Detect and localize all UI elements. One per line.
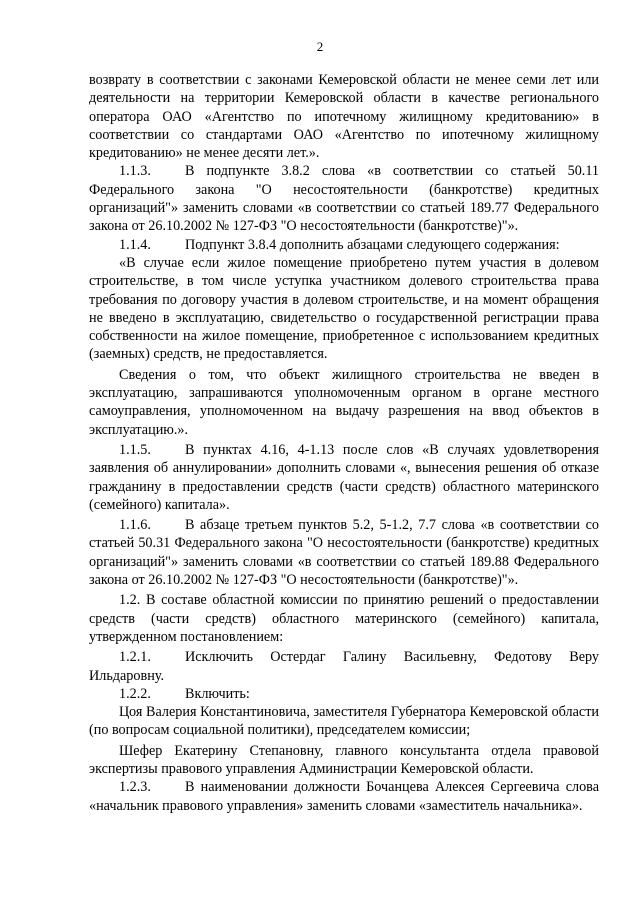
paragraph-text: В наименовании должности Бочанцева Алексея Сергеевича слова «начальник правового управления» заменить словами «заместитель начальника». [89,779,599,814]
paragraph-1-1-3 [89,162,599,235]
item-number: 1.1.5. [119,441,151,458]
item-number: 1.2.1. [119,649,151,666]
item-number: 1.1.6. [119,517,151,534]
item-number: 1.2.2. [119,685,151,702]
paragraph-text: В подпункте 3.8.2 слова «в соответствии со статьей 50.11 Федерального закона "О несостоятельности (банкротстве) кредитных организаций"» заменить словами «в соответствии со статьей 189.77 Федерального закона от 26.10.2002 № 127-ФЗ "О несостоятельности (банкротстве)"». [89,163,599,235]
paragraph-continuation: возврату в соответствии с законами Кемеровской области не менее семи лет или деятельности на территории Кемеровской области в качестве регионального оператора ОАО «Агентство по ипотечному жилищному кредитованию» в соответствии со стандартами ОАО «Агентство по ипотечному жилищному кредитованию» не менее десяти лет.». [89,72,599,162]
paragraph-1-1-4 [89,236,599,254]
paragraph-1-2-2 [89,685,599,703]
paragraph-quote-2: Сведения о том, что объект жилищного строительства не введен в эксплуатацию, запрашиваются уполномоченным органом в органе местного самоуправления, уполномоченном на выдачу разрешения на ввод объектов в эксплуатацию.». [89,366,599,438]
paragraph-member-1: Цоя Валерия Константиновича, заместителя Губернатора Кемеровской области (по вопросам социальной политики), председателем комиссии; [89,704,599,739]
paragraph-text: Включить: [185,685,250,702]
paragraph-text: Подпункт 3.8.4 дополнить абзацами следующего содержания: [185,236,560,253]
paragraph-text: В абзаце третьем пунктов 5.2, 5-1.2, 7.7 слова «в соответствии со статьей 50.31 Федерального закона "О несостоятельности (банкротстве) кредитных организаций"» заменить словами «в соответствии со статьей 189.88 Федерального закона от 26.10.2002 № 127-ФЗ "О несостоятельности (банкротстве)"». [89,517,599,589]
paragraph-1-1-5 [89,441,599,514]
paragraph-1-2-1 [89,648,599,685]
paragraph-text: Исключить Остердаг Галину Васильевну, Федотову Веру Ильдаровну. [89,649,599,684]
paragraph-1-2: 1.2. В составе областной комиссии по принятию решений о предоставлении средств (части средств) областного материнского (семейного) капитала, утвержденном постановлением: [89,592,599,645]
page-number: 2 [316,39,324,54]
paragraph-member-2: Шефер Екатерину Степановну, главного консультанта отдела правовой экспертизы правового управления Администрации Кемеровской области. [89,742,599,777]
item-number: 1.1.4. [119,236,151,253]
document-body [89,71,599,815]
paragraph-1-2-3 [89,778,599,815]
paragraph-quote-1: «В случае если жилое помещение приобретено путем участия в долевом строительстве, в том числе уступка участником долевого строительства права требования по договору участия в долевом строительстве, и на момент обращения не введено в эксплуатацию, свидетельство о государственной регистрации права собственности на жилое помещение, приобретенное с использованием кредитных (заемных) средств, не предоставляется. [89,254,599,363]
item-number: 1.2.3. [119,779,151,796]
paragraph-text: В пунктах 4.16, 4-1.13 после слов «В случаях удовлетворения заявления об аннулировании» дополнить словами «, вынесения решения об отказе гражданину в предоставлении средств (части средств) областного материнского (семейного) капитала». [89,441,599,513]
paragraph-1-1-6 [89,516,599,589]
item-number: 1.1.3. [119,163,151,180]
